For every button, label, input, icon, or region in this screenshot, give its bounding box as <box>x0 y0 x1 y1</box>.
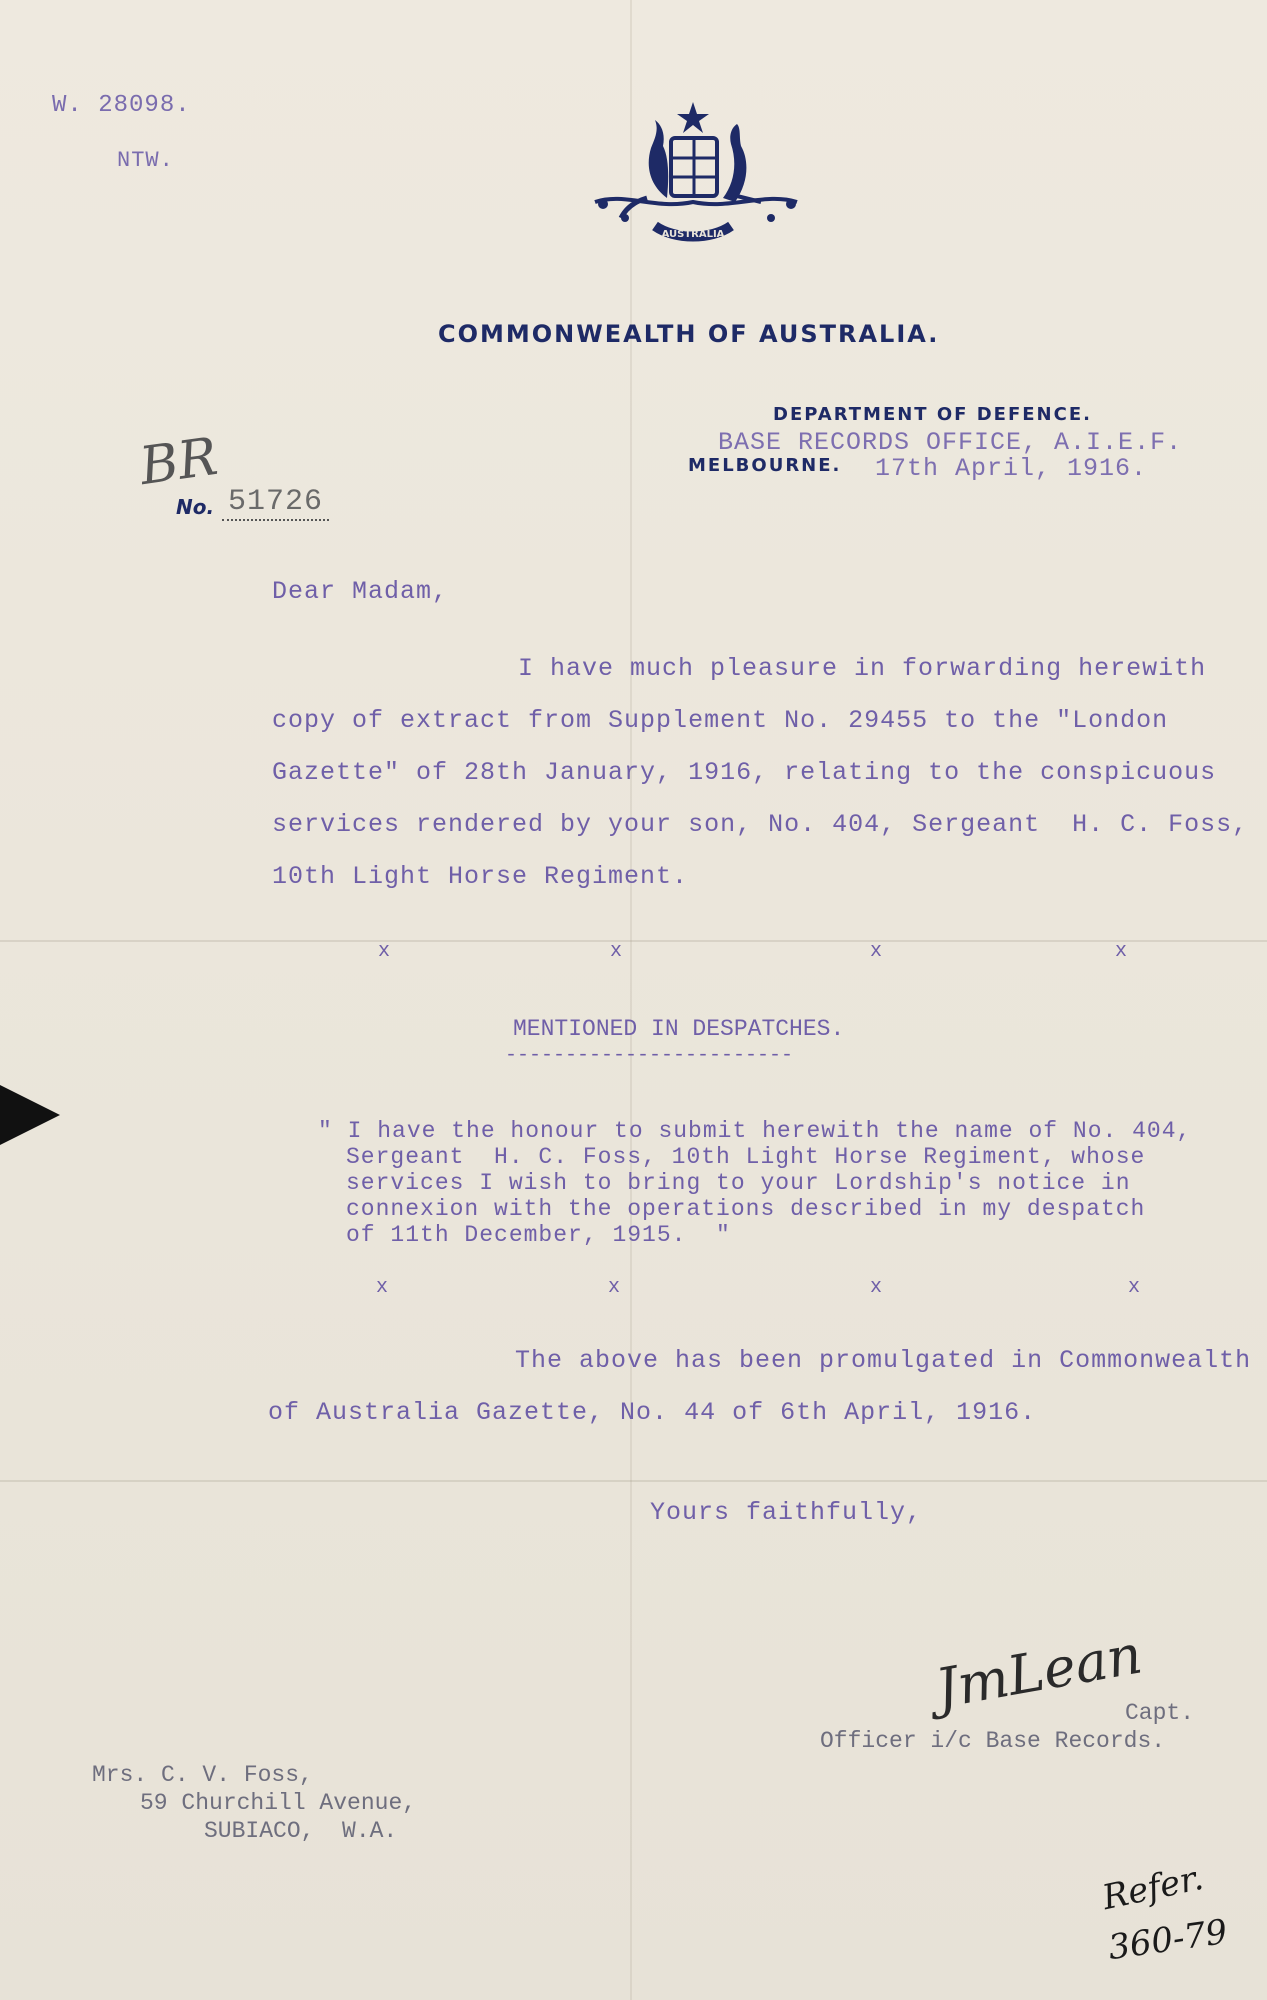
fold-line <box>630 0 632 2000</box>
heading-underline: ------------------------ <box>505 1044 794 1067</box>
quote-line: services I wish to bring to your Lordship's notice in <box>346 1170 1131 1196</box>
quote-line: connexion with the operations described in my despatch <box>346 1196 1146 1222</box>
closing-line: of Australia Gazette, No. 44 of 6th April, 1916. <box>268 1398 1037 1427</box>
body-line: Gazette" of 28th January, 1916, relating to the conspicuous <box>272 758 1217 787</box>
handwritten-annotation: Refer. <box>1098 1857 1207 1919</box>
quote-line: Sergeant H. C. Foss, 10th Light Horse Regiment, whose <box>346 1144 1146 1170</box>
fold-line <box>0 1480 1267 1482</box>
addressee-name: Mrs. C. V. Foss, <box>92 1762 313 1788</box>
number-label: No. <box>176 495 215 519</box>
handwritten-annotation: 360-79 <box>1105 1911 1230 1969</box>
handwritten-initials: BR <box>136 426 222 498</box>
quote-line: of 11th December, 1915. " <box>346 1222 731 1248</box>
sign-off: Yours faithfully, <box>650 1498 923 1527</box>
letter-number: 51726 <box>222 485 329 521</box>
body-line: copy of extract from Supplement No. 29455 to the "London <box>272 706 1169 735</box>
closing-line: The above has been promulgated in Commonwealth <box>515 1346 1252 1375</box>
salutation: Dear Madam, <box>272 577 449 606</box>
separator-x: x <box>1115 940 1129 963</box>
body-line: 10th Light Horse Regiment. <box>272 862 689 891</box>
separator-x: x <box>376 1276 390 1299</box>
torn-edge <box>0 1085 60 1145</box>
fold-line <box>0 940 1267 942</box>
separator-x: x <box>608 1276 622 1299</box>
file-number: W. 28098. <box>52 92 191 119</box>
separator-x: x <box>870 940 884 963</box>
body-line: I have much pleasure in forwarding herewith <box>518 654 1207 683</box>
file-initials: NTW. <box>117 148 174 173</box>
letterhead-city: MELBOURNE. <box>688 455 842 476</box>
letterhead-country: COMMONWEALTH OF AUSTRALIA. <box>438 320 940 348</box>
emblem-scroll-text: AUSTRALIA <box>661 229 725 240</box>
signature-title: Officer i/c Base Records. <box>820 1728 1166 1754</box>
separator-x: x <box>870 1276 884 1299</box>
signature-rank: Capt. <box>1125 1700 1195 1726</box>
body-line: services rendered by your son, No. 404, Sergeant H. C. Foss, <box>272 810 1249 839</box>
separator-x: x <box>378 940 392 963</box>
letterhead-office: BASE RECORDS OFFICE, A.I.E.F. <box>718 428 1183 457</box>
letterhead-department: DEPARTMENT OF DEFENCE. <box>773 404 1092 425</box>
heading: MENTIONED IN DESPATCHES. <box>513 1016 845 1042</box>
coat-of-arms-emblem <box>585 98 815 268</box>
quote-line: " I have the honour to submit herewith the name of No. 404, <box>318 1118 1192 1144</box>
addressee-street: 59 Churchill Avenue, <box>140 1790 417 1816</box>
letter-date: 17th April, 1916. <box>875 454 1148 483</box>
addressee-city: SUBIACO, W.A. <box>204 1818 398 1844</box>
separator-x: x <box>1128 1276 1142 1299</box>
handwritten-signature: JmLean <box>931 1622 1147 1721</box>
separator-x: x <box>610 940 624 963</box>
